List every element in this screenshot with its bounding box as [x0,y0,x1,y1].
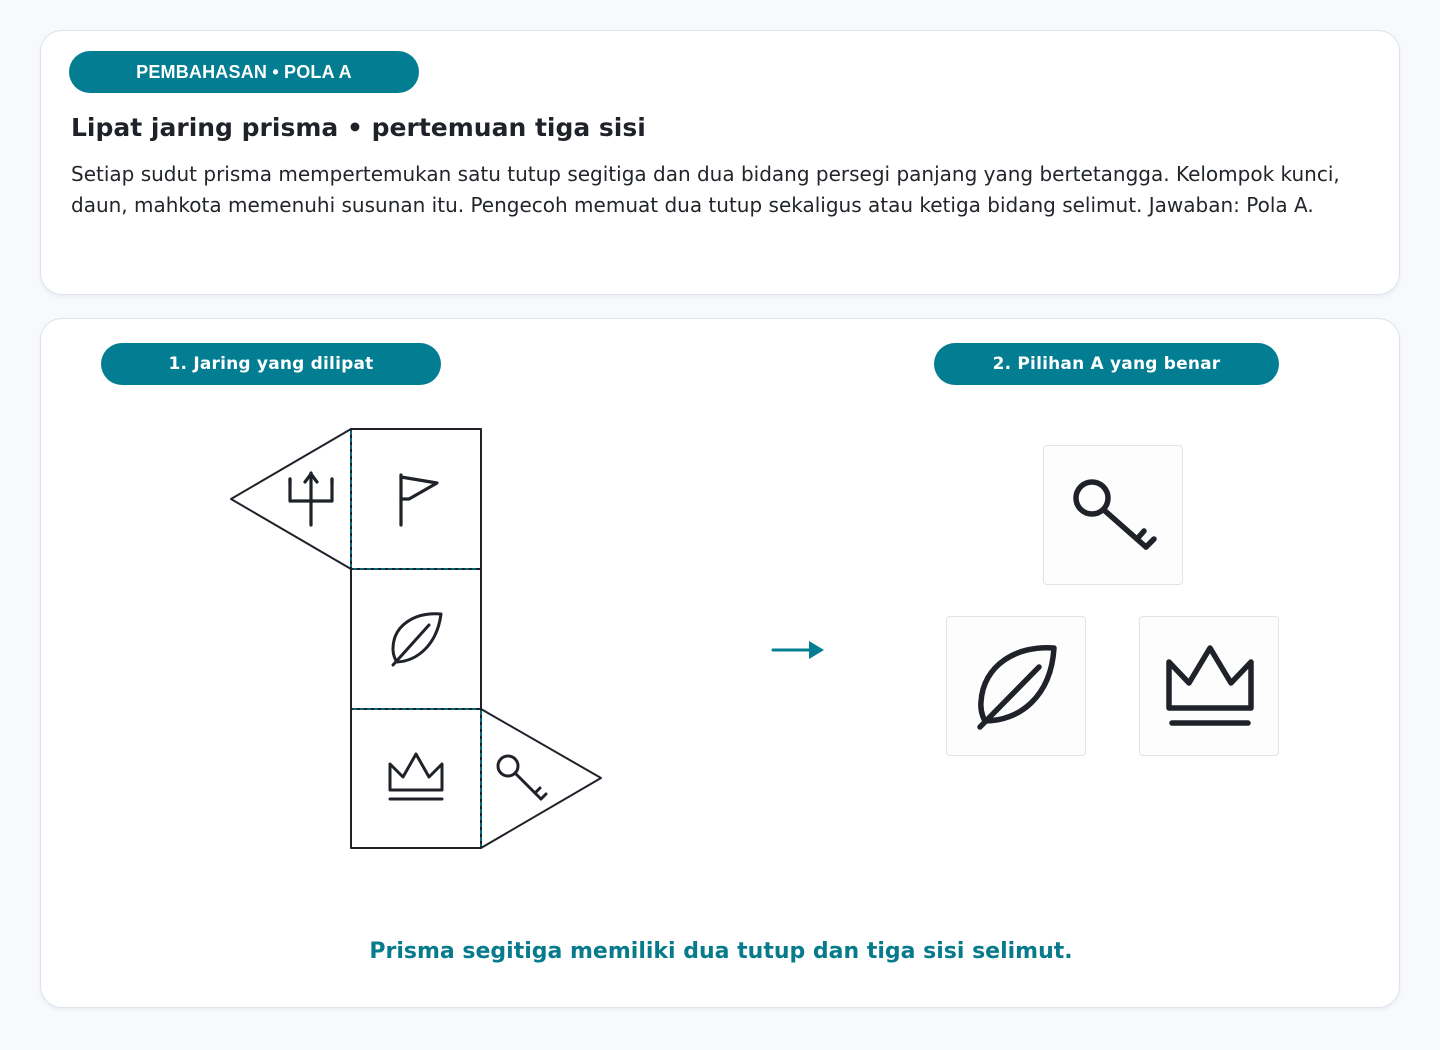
leaf-icon [393,614,441,665]
step1-label: 1. Jaring yang dilipat [101,343,441,385]
section-badge: PEMBAHASAN • POLA A [69,51,419,93]
key-icon [498,756,546,799]
crown-icon [1140,617,1280,757]
net-face-top-square [351,429,481,569]
leaf-icon [947,617,1087,757]
answer-tile-crown [1139,616,1279,756]
step2-label: 2. Pilihan A yang benar [934,343,1279,385]
explanation-title: Lipat jaring prisma • pertemuan tiga sisi [71,113,646,142]
crown-icon [390,754,442,799]
answer-tile-key [1043,445,1183,585]
net-face-right-triangle [481,709,601,848]
prism-net [221,419,621,859]
explanation-body: Setiap sudut prisma mempertemukan satu tutup segitiga dan dua bidang persegi panjang yang bertetangga. Kelompok kunci, daun, mahkota memenuhi susunan itu. Pengecoh memuat dua tutup sekaligus atau ketiga bidang selimut. Jawaban: Pola A. [71,162,1340,217]
net-face-bottom-square [351,709,481,848]
diagram-caption: Prisma segitiga memiliki dua tutup dan tiga sisi selimut. [369,939,1073,964]
trident-icon [290,473,332,525]
explanation-card [40,30,1400,295]
answer-tile-leaf [946,616,1086,756]
diagram-card [40,318,1400,1008]
flag-icon [401,475,437,525]
arrow-right-icon [769,635,829,665]
key-icon [1044,446,1184,586]
